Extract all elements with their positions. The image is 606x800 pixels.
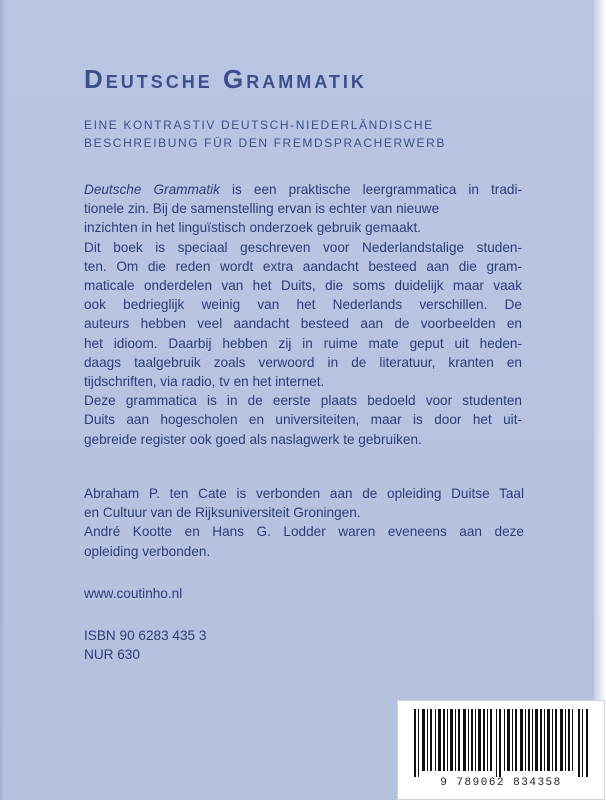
description-line: Dit boek is speciaal geschreven voor Nederlandstalige studen-	[84, 239, 522, 255]
description	[84, 180, 522, 449]
description-line: Deutsche Grammatik is een praktische leergrammatica in tradi-	[84, 182, 522, 197]
description-line: tionele zin. Bij de samenstelling ervan is echter van nieuwe	[84, 201, 440, 217]
description-line: auteurs hebben veel aandacht besteed aan de voorbeelden en	[84, 316, 522, 332]
barcode-icon	[412, 709, 590, 777]
subtitle-line-1: EINE KONTRASTIV DEUTSCH-NIEDERLÄNDISCHE	[84, 118, 434, 132]
author-line: Abraham P. ten Cate is verbonden aan de opleiding Duitse Taal	[84, 486, 524, 501]
barcode-label	[397, 700, 605, 800]
description-line: het idioom. Daarbij hebben zij in ruime mate geput uit heden-	[84, 335, 522, 351]
subtitle-line-2: BESCHREIBUNG FÜR DEN FREMDSPRACHERWERB	[84, 136, 446, 150]
nur-code: NUR 630	[84, 647, 140, 663]
spine-edge	[0, 0, 6, 800]
description-line: Duits aan hogescholen en universiteiten, maar is door het uit-	[84, 412, 522, 428]
isbn-block	[84, 626, 524, 664]
description-line: Deze grammatica is in de eerste plaats bedoeld voor studenten	[84, 393, 522, 409]
barcode-digits: 9 789062 834358	[440, 777, 562, 789]
author-info	[84, 484, 524, 561]
author-line: en Cultuur van de Rijksuniversiteit Groningen.	[84, 505, 361, 521]
publisher-website: www.coutinho.nl	[84, 586, 183, 601]
description-line: maticale onderdelen van het Duits, die soms duidelijk maar vaak	[84, 278, 522, 294]
description-line: ook bedrieglijk weinig van het Nederlands verschillen. De	[84, 297, 522, 313]
description-title-emphasis: Deutsche Grammatik	[84, 182, 220, 197]
description-line: daags taalgebruik zoals verwoord in de literatuur, kranten en	[84, 354, 522, 370]
description-line: inzichten in het linguïstisch onderzoek gebruik gemaakt.	[84, 220, 422, 236]
description-line: tijdschriften, via radio, tv en het internet.	[84, 374, 325, 390]
author-line: opleiding verbonden.	[84, 543, 211, 559]
isbn: ISBN 90 6283 435 3	[84, 628, 207, 643]
description-line: gebreide register ook goed als naslagwerk te gebruiken.	[84, 431, 422, 447]
book-title: Deutsche Grammatik	[84, 64, 367, 94]
description-line: ten. Om die reden wordt extra aandacht besteed aan die gram-	[84, 258, 522, 274]
author-line: André Kootte en Hans G. Lodder waren eveneens aan deze	[84, 524, 524, 540]
page-edge	[594, 0, 606, 800]
